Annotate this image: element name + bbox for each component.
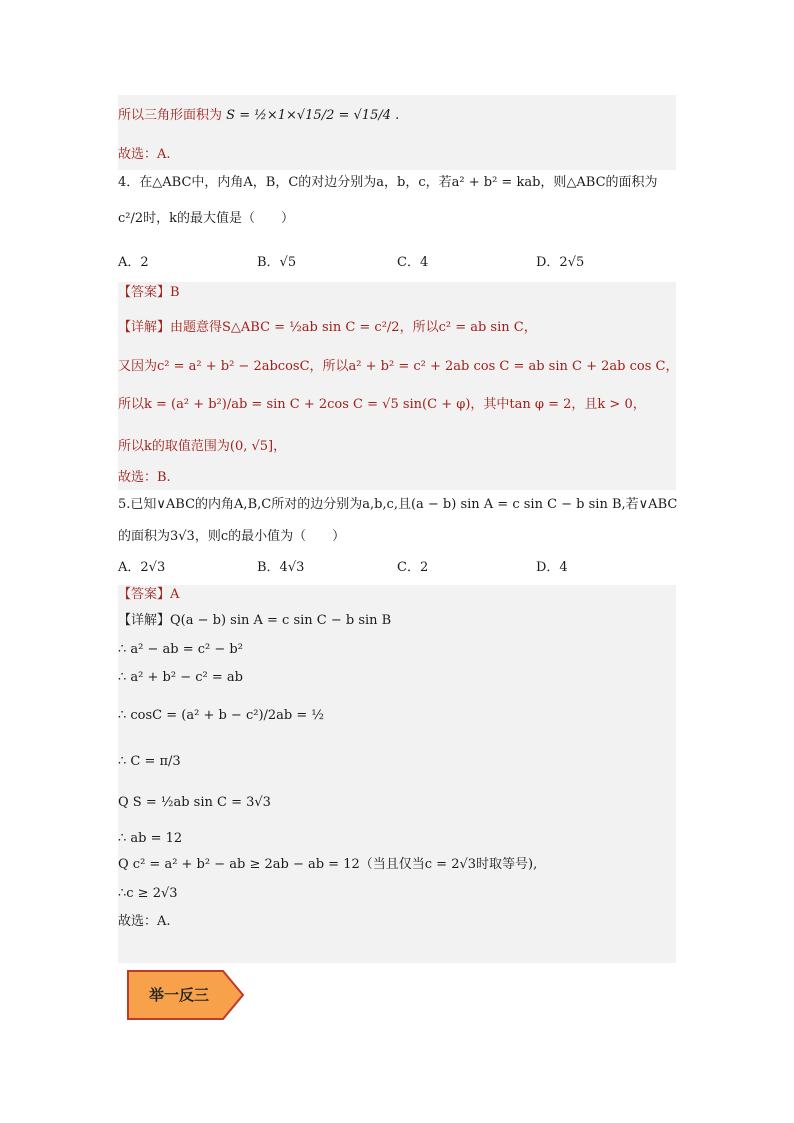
q4-option-b: B．√5	[257, 255, 297, 270]
q5-explanation-4: ∴ cosC = (a² + b − c²)/2ab = ½	[118, 708, 325, 723]
q5-answer: 【答案】A	[118, 587, 180, 602]
q4-choose: 故选：B.	[118, 470, 171, 485]
area-text: 所以三角形面积为	[118, 108, 223, 123]
q5-explanation-6: Q S = ½ab sin C = 3√3	[118, 795, 271, 810]
area-formula: S = ½×1×√15/2 = √15/4 .	[226, 108, 400, 123]
q4-explanation-1: 【详解】由题意得S△ABC = ½ab sin C = c²/2，所以c² = ab sin C，	[118, 320, 537, 335]
q5-explanation-1: 【详解】Q(a − b) sin A = c sin C − b sin B	[118, 613, 392, 628]
q4-explanation-2: 又因为c² = a² + b² − 2abcosC，所以a² + b² = c² + 2ab cos C = ab sin C + 2ab cos C，	[118, 359, 679, 374]
area-statement	[118, 106, 399, 126]
q5-explanation-9: ∴c ≥ 2√3	[118, 886, 178, 901]
q5-explanation-3: ∴ a² + b² − c² = ab	[118, 670, 243, 685]
q4-explanation-3: 所以k = (a² + b²)/ab = sin C + 2cos C = √5 sin(C + φ)，其中tan φ = 2，且k > 0，	[118, 397, 646, 412]
q5-explanation-8: Q c² = a² + b² − ab ≥ 2ab − ab = 12（当且仅当c = 2√3时取等号),	[118, 857, 538, 872]
q5-option-c: C．2	[397, 560, 429, 575]
badge-label: 举一反三	[148, 986, 209, 1004]
solution-block-q4	[118, 282, 679, 490]
q5-explanation-7: ∴ ab = 12	[118, 831, 183, 846]
q5-explanation-5: ∴ C = π/3	[118, 754, 181, 769]
q4-option-d: D．2√5	[536, 255, 585, 270]
q4-explanation-4: 所以k的取值范围为(0, √5]，	[118, 439, 287, 454]
q4-option-a: A．2	[118, 255, 149, 270]
choose-a-top: 故选：A.	[118, 147, 171, 162]
q5-option-d: D．4	[536, 560, 568, 575]
q5-stem-line2: 的面积为3√3，则c的最小值为（ ）	[118, 529, 346, 544]
practice-badge	[127, 970, 245, 1020]
q5-explanation-2: ∴ a² − ab = c² − b²	[118, 642, 243, 657]
q5-stem-line1: 5.已知∨ABC的内角A,B,C所对的边分别为a,b,c,且(a − b) sin A = c sin C − b sin B,若∨ABC	[118, 497, 678, 512]
q5-option-a: A．2√3	[118, 560, 166, 575]
q4-stem-line1: 4．在△ABC中，内角A，B，C的对边分别为a，b，c，若a² + b² = kab，则△ABC的面积为	[118, 175, 658, 190]
q5-choose: 故选：A.	[118, 914, 171, 929]
q4-answer: 【答案】B	[118, 285, 180, 300]
q5-option-b: B．4√3	[257, 560, 305, 575]
q4-stem-line2: c²/2时，k的最大值是（ ）	[118, 211, 295, 226]
q4-option-c: C．4	[397, 255, 429, 270]
